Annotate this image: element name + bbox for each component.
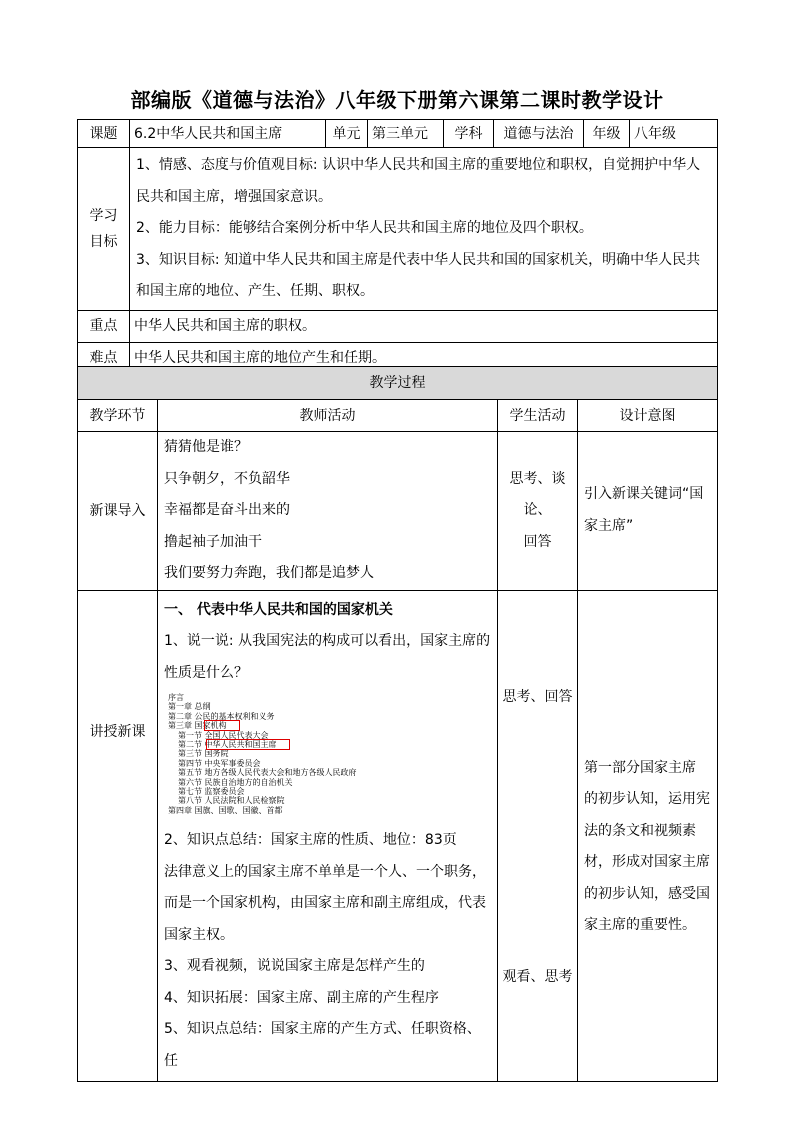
highlight-box-section2 bbox=[206, 739, 290, 750]
intro-student-line: 回答 bbox=[523, 533, 552, 550]
lecture-line: 4、知识拓展：国家主席、副主席的产生程序 bbox=[164, 989, 439, 1006]
lecture-line: 性质是什么？ bbox=[164, 664, 248, 681]
intro-stage: 新课导入 bbox=[78, 432, 158, 591]
lecture-line: 法律意义上的国家主席不单单是一个人、一个职务， bbox=[164, 863, 486, 880]
lecture-line: 2、知识点总结：国家主席的性质、地位：83页 bbox=[164, 832, 457, 848]
teaching-process-table bbox=[77, 366, 718, 1082]
document-title: 部编版《道德与法治》八年级下册第六课第二课时教学设计 bbox=[130, 88, 664, 112]
lesson-info-table bbox=[77, 119, 718, 375]
toc-line: 第一章 总纲 bbox=[168, 702, 211, 712]
header-teacher: 教师活动 bbox=[158, 400, 498, 432]
header-stage: 教学环节 bbox=[78, 400, 158, 432]
lecture-student-2: 观看、思考 bbox=[502, 968, 573, 985]
goal-item: 2、能力目标：能够结合案例分析中华人民共和国主席的地位及四个职权。 bbox=[136, 220, 593, 236]
lecture-student-1: 思考、回答 bbox=[502, 688, 573, 705]
subject-label: 学科 bbox=[444, 120, 494, 148]
constitution-toc-image bbox=[168, 693, 388, 821]
lecture-line: 3、观看视频，说说国家主席是怎样产生的 bbox=[164, 958, 425, 974]
lecture-line: 国家主权。 bbox=[164, 926, 234, 943]
process-title: 教学过程 bbox=[78, 367, 718, 400]
toc-line: 第八节 人民法院和人民检察院 bbox=[178, 796, 285, 806]
lecture-design-line: 法的条文和视频素 bbox=[584, 822, 696, 839]
grade-label: 年级 bbox=[584, 120, 630, 148]
grade-value: 八年级 bbox=[630, 120, 718, 148]
header-student: 学生活动 bbox=[498, 400, 578, 432]
lecture-design bbox=[578, 590, 718, 1082]
intro-design-line: 家主席” bbox=[584, 517, 634, 534]
lecture-line: 而是一个国家机构，由国家主席和副主席组成，代表 bbox=[164, 895, 486, 911]
toc-line: 第三节 国务院 bbox=[178, 749, 229, 759]
unit-value: 第三单元 bbox=[368, 120, 444, 148]
lecture-student bbox=[498, 590, 578, 1082]
toc-line: 第二节 中华人民共和国主席 bbox=[178, 740, 277, 750]
intro-design-line: 引入新课关键词“国 bbox=[584, 486, 704, 503]
lecture-design-line: 的初步认知，感受国 bbox=[584, 885, 710, 902]
goals-label bbox=[78, 148, 130, 311]
difficult-point-value: 中华人民共和国主席的地位产生和任期。 bbox=[130, 342, 718, 374]
difficult-point-label: 难点 bbox=[78, 342, 130, 374]
intro-line: 我们要努力奔跑，我们都是追梦人 bbox=[164, 565, 374, 581]
lecture-design-line: 家主席的重要性。 bbox=[584, 917, 696, 933]
lecture-line: 1、说一说: 从我国宪法的构成可以看出，国家主席的 bbox=[164, 633, 491, 649]
toc-line: 第三章 国家机构 bbox=[168, 721, 227, 731]
key-point-value: 中华人民共和国主席的职权。 bbox=[130, 310, 718, 342]
intro-line: 猜猜他是谁？ bbox=[164, 439, 248, 455]
toc-line: 序言 bbox=[168, 693, 184, 702]
section-title: 一、 代表中华人民共和国的国家机关 bbox=[164, 601, 393, 618]
header-design: 设计意图 bbox=[578, 400, 718, 432]
goal-item: 3、知识目标: 知道中华人民共和国主席是代表中华人民共和国的国家机关，明确中华人民共和国主席的地位、产生、任期、职权。 bbox=[136, 251, 701, 299]
goals-label-line1: 学习 bbox=[89, 207, 118, 224]
toc-line: 第七节 监察委员会 bbox=[178, 787, 245, 797]
subject-value: 道德与法治 bbox=[494, 120, 584, 148]
toc-line: 第一节 全国人民代表大会 bbox=[178, 730, 269, 740]
lecture-design-line: 材，形成对国家主席 bbox=[584, 854, 710, 870]
intro-student bbox=[498, 432, 578, 591]
toc-line: 第五节 地方各级人民代表大会和地方各级人民政府 bbox=[178, 768, 357, 778]
goals-content bbox=[130, 148, 718, 311]
intro-design bbox=[578, 432, 718, 591]
lecture-design-line: 第一部分国家主席 bbox=[584, 759, 696, 776]
lecture-line: 5、知识点总结：国家主席的产生方式、任职资格、任 bbox=[164, 1021, 481, 1069]
course-value: 6.2中华人民共和国主席 bbox=[130, 120, 326, 148]
lecture-design-line: 的初步认知，运用宪 bbox=[584, 791, 710, 807]
unit-label: 单元 bbox=[326, 120, 368, 148]
goals-label-line2: 目标 bbox=[89, 233, 118, 250]
intro-line: 撸起袖子加油干 bbox=[164, 533, 262, 550]
goal-item: 1、情感、态度与价值观目标: 认识中华人民共和国主席的重要地位和职权，自觉拥护中华人民共和国主席，增强国家意识。 bbox=[136, 157, 701, 205]
toc-line: 第二章 公民的基本权利和义务 bbox=[168, 711, 275, 721]
toc-line: 第四章 国旗、国歌、国徽、首都 bbox=[168, 805, 283, 815]
lecture-stage: 讲授新课 bbox=[78, 590, 158, 1082]
key-point-label: 重点 bbox=[78, 310, 130, 342]
toc-line: 第四节 中央军事委员会 bbox=[178, 758, 261, 768]
course-label: 课题 bbox=[78, 120, 130, 148]
intro-line: 只争朝夕，不负韶华 bbox=[164, 470, 290, 487]
intro-student-line: 思考、谈论、 bbox=[509, 470, 566, 518]
intro-teacher bbox=[158, 432, 498, 591]
intro-line: 幸福都是奋斗出来的 bbox=[164, 502, 290, 518]
highlight-box-chapter3 bbox=[204, 720, 240, 731]
toc-line: 第六节 民族自治地方的自治机关 bbox=[178, 777, 293, 787]
lecture-teacher bbox=[158, 590, 498, 1082]
